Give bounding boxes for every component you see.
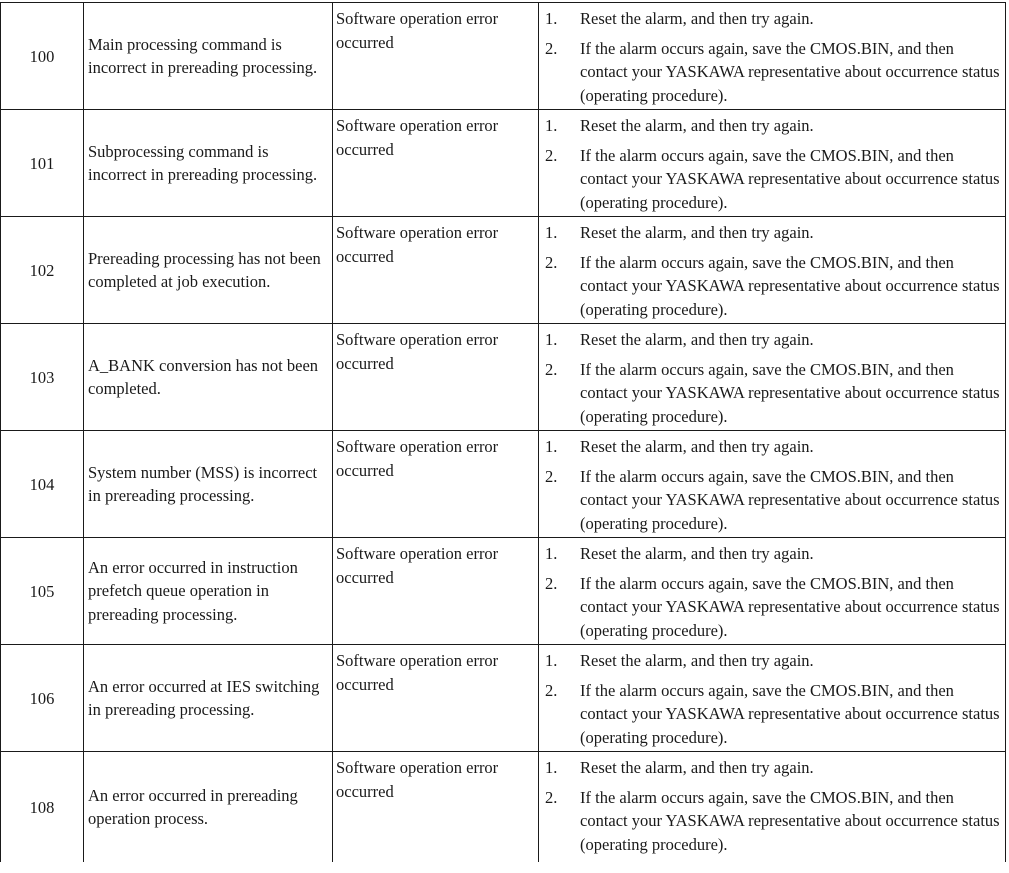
alarm-code: 104 — [1, 431, 84, 537]
action-step — [545, 328, 1001, 352]
table-row — [0, 324, 1006, 431]
step-text: Reset the alarm, and then try again. — [580, 330, 814, 349]
step-text: If the alarm occurs again, save the CMOS.BIN, and then contact your YASKAWA representative about occurrence status (operating procedure). — [580, 573, 1000, 640]
table-row — [0, 110, 1006, 217]
alarm-cause — [84, 645, 333, 751]
alarm-type: Software operation error occurred — [333, 645, 539, 751]
cause-text: A_BANK conversion has not been completed. — [88, 355, 319, 398]
step-number: 1. — [545, 651, 558, 670]
action-step — [545, 542, 1001, 566]
cause-text: Subprocessing command is incorrect in prereading processing. — [88, 141, 318, 184]
table-row — [0, 645, 1006, 752]
alarm-action — [539, 324, 1005, 430]
alarm-action — [539, 431, 1005, 537]
action-step — [545, 786, 1001, 857]
alarm-action — [539, 3, 1005, 109]
step-number: 2. — [545, 573, 558, 593]
alarm-table — [0, 2, 1006, 862]
alarm-cause — [84, 324, 333, 430]
table-row — [0, 431, 1006, 538]
action-step — [545, 37, 1001, 108]
alarm-type: Software operation error occurred — [333, 324, 539, 430]
alarm-type: Software operation error occurred — [333, 110, 539, 216]
step-number: 2. — [545, 466, 558, 486]
action-step — [545, 114, 1001, 138]
step-number: 1. — [545, 330, 558, 349]
step-text: Reset the alarm, and then try again. — [580, 758, 814, 777]
cause-text: An error occurred at IES switching in prereading processing. — [88, 676, 320, 719]
cause-text: System number (MSS) is incorrect in prereading processing. — [88, 462, 318, 505]
alarm-action — [539, 752, 1005, 862]
alarm-code: 100 — [1, 3, 84, 109]
alarm-cause — [84, 752, 333, 862]
step-number: 1. — [545, 9, 558, 28]
step-number: 2. — [545, 359, 558, 379]
alarm-type: Software operation error occurred — [333, 217, 539, 323]
action-step — [545, 7, 1001, 31]
step-number: 1. — [545, 544, 558, 563]
action-step — [545, 679, 1001, 750]
action-step — [545, 251, 1001, 322]
alarm-cause — [84, 3, 333, 109]
cause-text: An error occurred in prereading operation process. — [88, 785, 298, 828]
alarm-action — [539, 645, 1005, 751]
alarm-cause — [84, 110, 333, 216]
action-step — [545, 358, 1001, 429]
step-text: Reset the alarm, and then try again. — [580, 437, 814, 456]
step-text: If the alarm occurs again, save the CMOS.BIN, and then contact your YASKAWA representative about occurrence status (operating procedure). — [580, 466, 1000, 533]
alarm-action — [539, 538, 1005, 644]
step-text: If the alarm occurs again, save the CMOS.BIN, and then contact your YASKAWA representative about occurrence status (operating procedure). — [580, 145, 1000, 212]
action-step — [545, 649, 1001, 673]
alarm-type: Software operation error occurred — [333, 3, 539, 109]
alarm-cause — [84, 217, 333, 323]
alarm-code: 108 — [1, 752, 84, 862]
action-step — [545, 435, 1001, 459]
step-number: 1. — [545, 116, 558, 135]
step-text: If the alarm occurs again, save the CMOS.BIN, and then contact your YASKAWA representative about occurrence status (operating procedure). — [580, 680, 1000, 747]
cause-text: Main processing command is incorrect in prereading processing. — [88, 34, 318, 77]
action-step — [545, 572, 1001, 643]
alarm-code: 105 — [1, 538, 84, 644]
step-text: Reset the alarm, and then try again. — [580, 116, 814, 135]
alarm-type: Software operation error occurred — [333, 752, 539, 862]
table-row — [0, 217, 1006, 324]
alarm-code: 102 — [1, 217, 84, 323]
cause-text: An error occurred in instruction prefetch queue operation in prereading processing. — [88, 557, 298, 624]
table-row — [0, 752, 1006, 862]
table-row — [0, 3, 1006, 110]
alarm-action — [539, 217, 1005, 323]
alarm-cause — [84, 538, 333, 644]
step-number: 2. — [545, 145, 558, 165]
alarm-type: Software operation error occurred — [333, 538, 539, 644]
step-text: Reset the alarm, and then try again. — [580, 544, 814, 563]
step-number: 1. — [545, 758, 558, 777]
step-text: If the alarm occurs again, save the CMOS.BIN, and then contact your YASKAWA representative about occurrence status (operating procedure). — [580, 252, 1000, 319]
action-step — [545, 756, 1001, 780]
step-text: Reset the alarm, and then try again. — [580, 651, 814, 670]
step-number: 2. — [545, 787, 558, 807]
table-row — [0, 538, 1006, 645]
step-number: 2. — [545, 252, 558, 272]
alarm-code: 103 — [1, 324, 84, 430]
action-step — [545, 465, 1001, 536]
step-text: If the alarm occurs again, save the CMOS.BIN, and then contact your YASKAWA representative about occurrence status (operating procedure). — [580, 787, 1000, 854]
action-step — [545, 221, 1001, 245]
alarm-cause — [84, 431, 333, 537]
cause-text: Prereading processing has not been completed at job execution. — [88, 248, 321, 291]
step-text: If the alarm occurs again, save the CMOS.BIN, and then contact your YASKAWA representative about occurrence status (operating procedure). — [580, 359, 1000, 426]
alarm-action — [539, 110, 1005, 216]
action-step — [545, 144, 1001, 215]
alarm-type: Software operation error occurred — [333, 431, 539, 537]
alarm-code: 106 — [1, 645, 84, 751]
step-number: 1. — [545, 223, 558, 242]
step-number: 2. — [545, 38, 558, 58]
step-number: 1. — [545, 437, 558, 456]
alarm-code: 101 — [1, 110, 84, 216]
step-text: Reset the alarm, and then try again. — [580, 9, 814, 28]
step-text: If the alarm occurs again, save the CMOS.BIN, and then contact your YASKAWA representative about occurrence status (operating procedure). — [580, 38, 1000, 105]
step-text: Reset the alarm, and then try again. — [580, 223, 814, 242]
step-number: 2. — [545, 680, 558, 700]
